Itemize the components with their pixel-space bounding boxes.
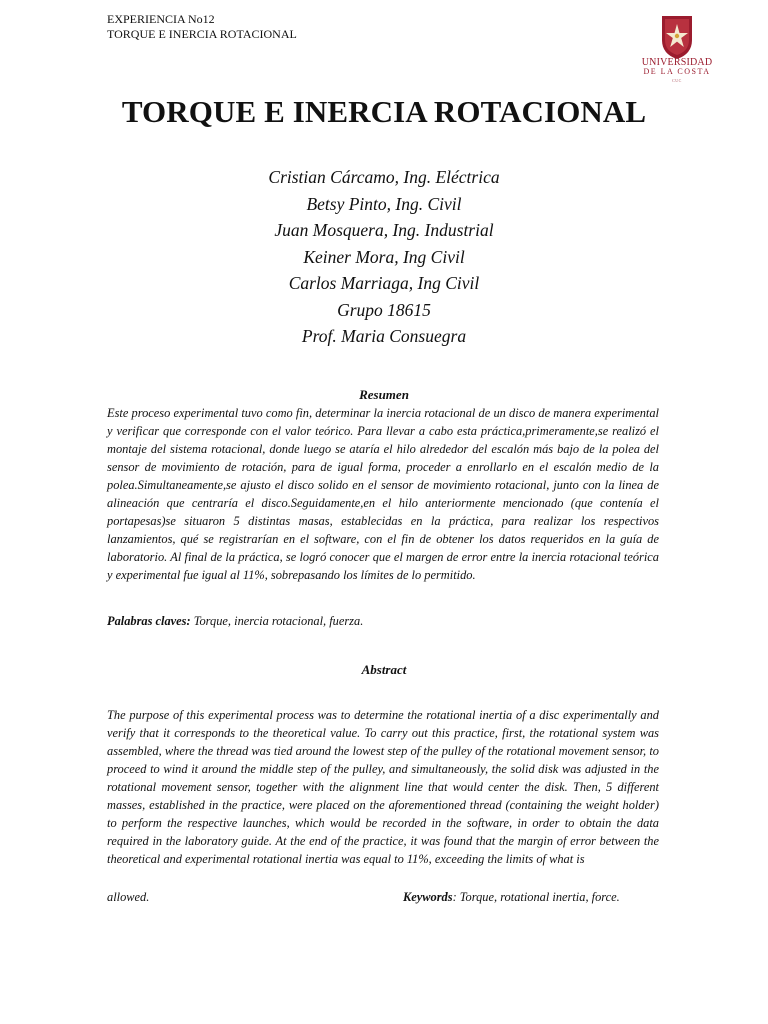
header-experiment-title: TORQUE E INERCIA ROTACIONAL — [107, 27, 297, 41]
group-line: Grupo 18615 — [337, 299, 431, 320]
abstract-keywords-label: Keywords — [403, 890, 453, 904]
university-logo — [618, 14, 736, 86]
logo-university-name: UNIVERSIDAD — [641, 57, 713, 68]
author-line: Keiner Mora, Ing Civil — [303, 246, 465, 267]
resumen-keywords-text: Torque, inercia rotacional, fuerza. — [193, 614, 364, 628]
logo-tagline: CUC — [672, 78, 682, 83]
author-line: Carlos Marriaga, Ing Civil — [288, 273, 480, 293]
running-header — [107, 12, 297, 42]
abstract-heading: Abstract — [361, 662, 407, 677]
abstract-keywords-text: : Torque, rotational inertia, force. — [452, 890, 620, 904]
header-experiment-number: EXPERIENCIA No12 — [107, 12, 215, 26]
abstract-final-line — [107, 888, 667, 906]
author-line: Cristian Cárcamo, Ing. Eléctrica — [268, 167, 500, 187]
abstract-keywords — [403, 888, 620, 906]
abstract-last-word: allowed. — [107, 890, 150, 904]
author-line: Juan Mosquera, Ing. Industrial — [274, 220, 494, 240]
university-crest-icon — [618, 14, 736, 60]
resumen-keywords — [107, 612, 667, 630]
author-list — [0, 164, 768, 350]
professor-line: Prof. Maria Consuegra — [301, 326, 467, 346]
resumen-keywords-label: Palabras claves: — [107, 614, 191, 628]
author-line: Betsy Pinto, Ing. Civil — [306, 193, 462, 214]
resumen-body: Este proceso experimental tuvo como fin, determinar la inercia rotacional de un disco de manera experimental y verificar que corresponde con el valor teórico. Para llevar a cabo esta práctica,primeramente,se realizó el montaje del sistema rotacional, donde luego se ataría el hilo alrededor del escalón más bajo de la polea del sensor de movimiento de rotación, para de igual forma, proceder a enrollarlo en el escalón medio de la polea.Simultaneamente,se ajusto el disco solido en el sensor de movimiento rotacional, junto con la linea de alineación que centraría el disco.Seguidamente,en el hilo anteriormente mencionado (que contenía el portapesas)se situaron 5 distintas masas, establecidas en la práctica, para realizar los respectivos lanzamientos, qué se registrarían en el software, con el fin de obtener los datos requeridos en la guía de laboratorio. Al final de la práctica, se logró conocer que el margen de error entre la inercia rotacional teórica y experimental fue igual al 11%, sobrepasando los límites de lo permitido. — [107, 406, 659, 582]
resumen-heading: Resumen — [359, 387, 409, 402]
paper-title: TORQUE E INERCIA ROTACIONAL — [121, 94, 647, 129]
abstract-body: The purpose of this experimental process was to determine the rotational inertia of a disc experimentally and verify that it corresponds to the theoretical value. To carry out this practice, first, the rotational system was assembled, where the thread was tied around the lowest step of the pulley of the rotational movement sensor, to proceed to wind it around the middle step of the pulley, and simultaneously, the solid disk was adjusted in the rotational movement sensor, together with the alignment line that would center the disk. Then, 5 different masses, established in the practice, were placed on the aforementioned thread (containing the weight holder) to perform the respective launches, which would be recorded in the software, in order to obtain the data required in the laboratory guide. At the end of the practice, it was found that the margin of error between the theoretical and experimental rotational inertia was equal to 11%, exceeding the limits of what is — [107, 708, 659, 866]
logo-university-subname: DE LA COSTA — [643, 67, 711, 76]
